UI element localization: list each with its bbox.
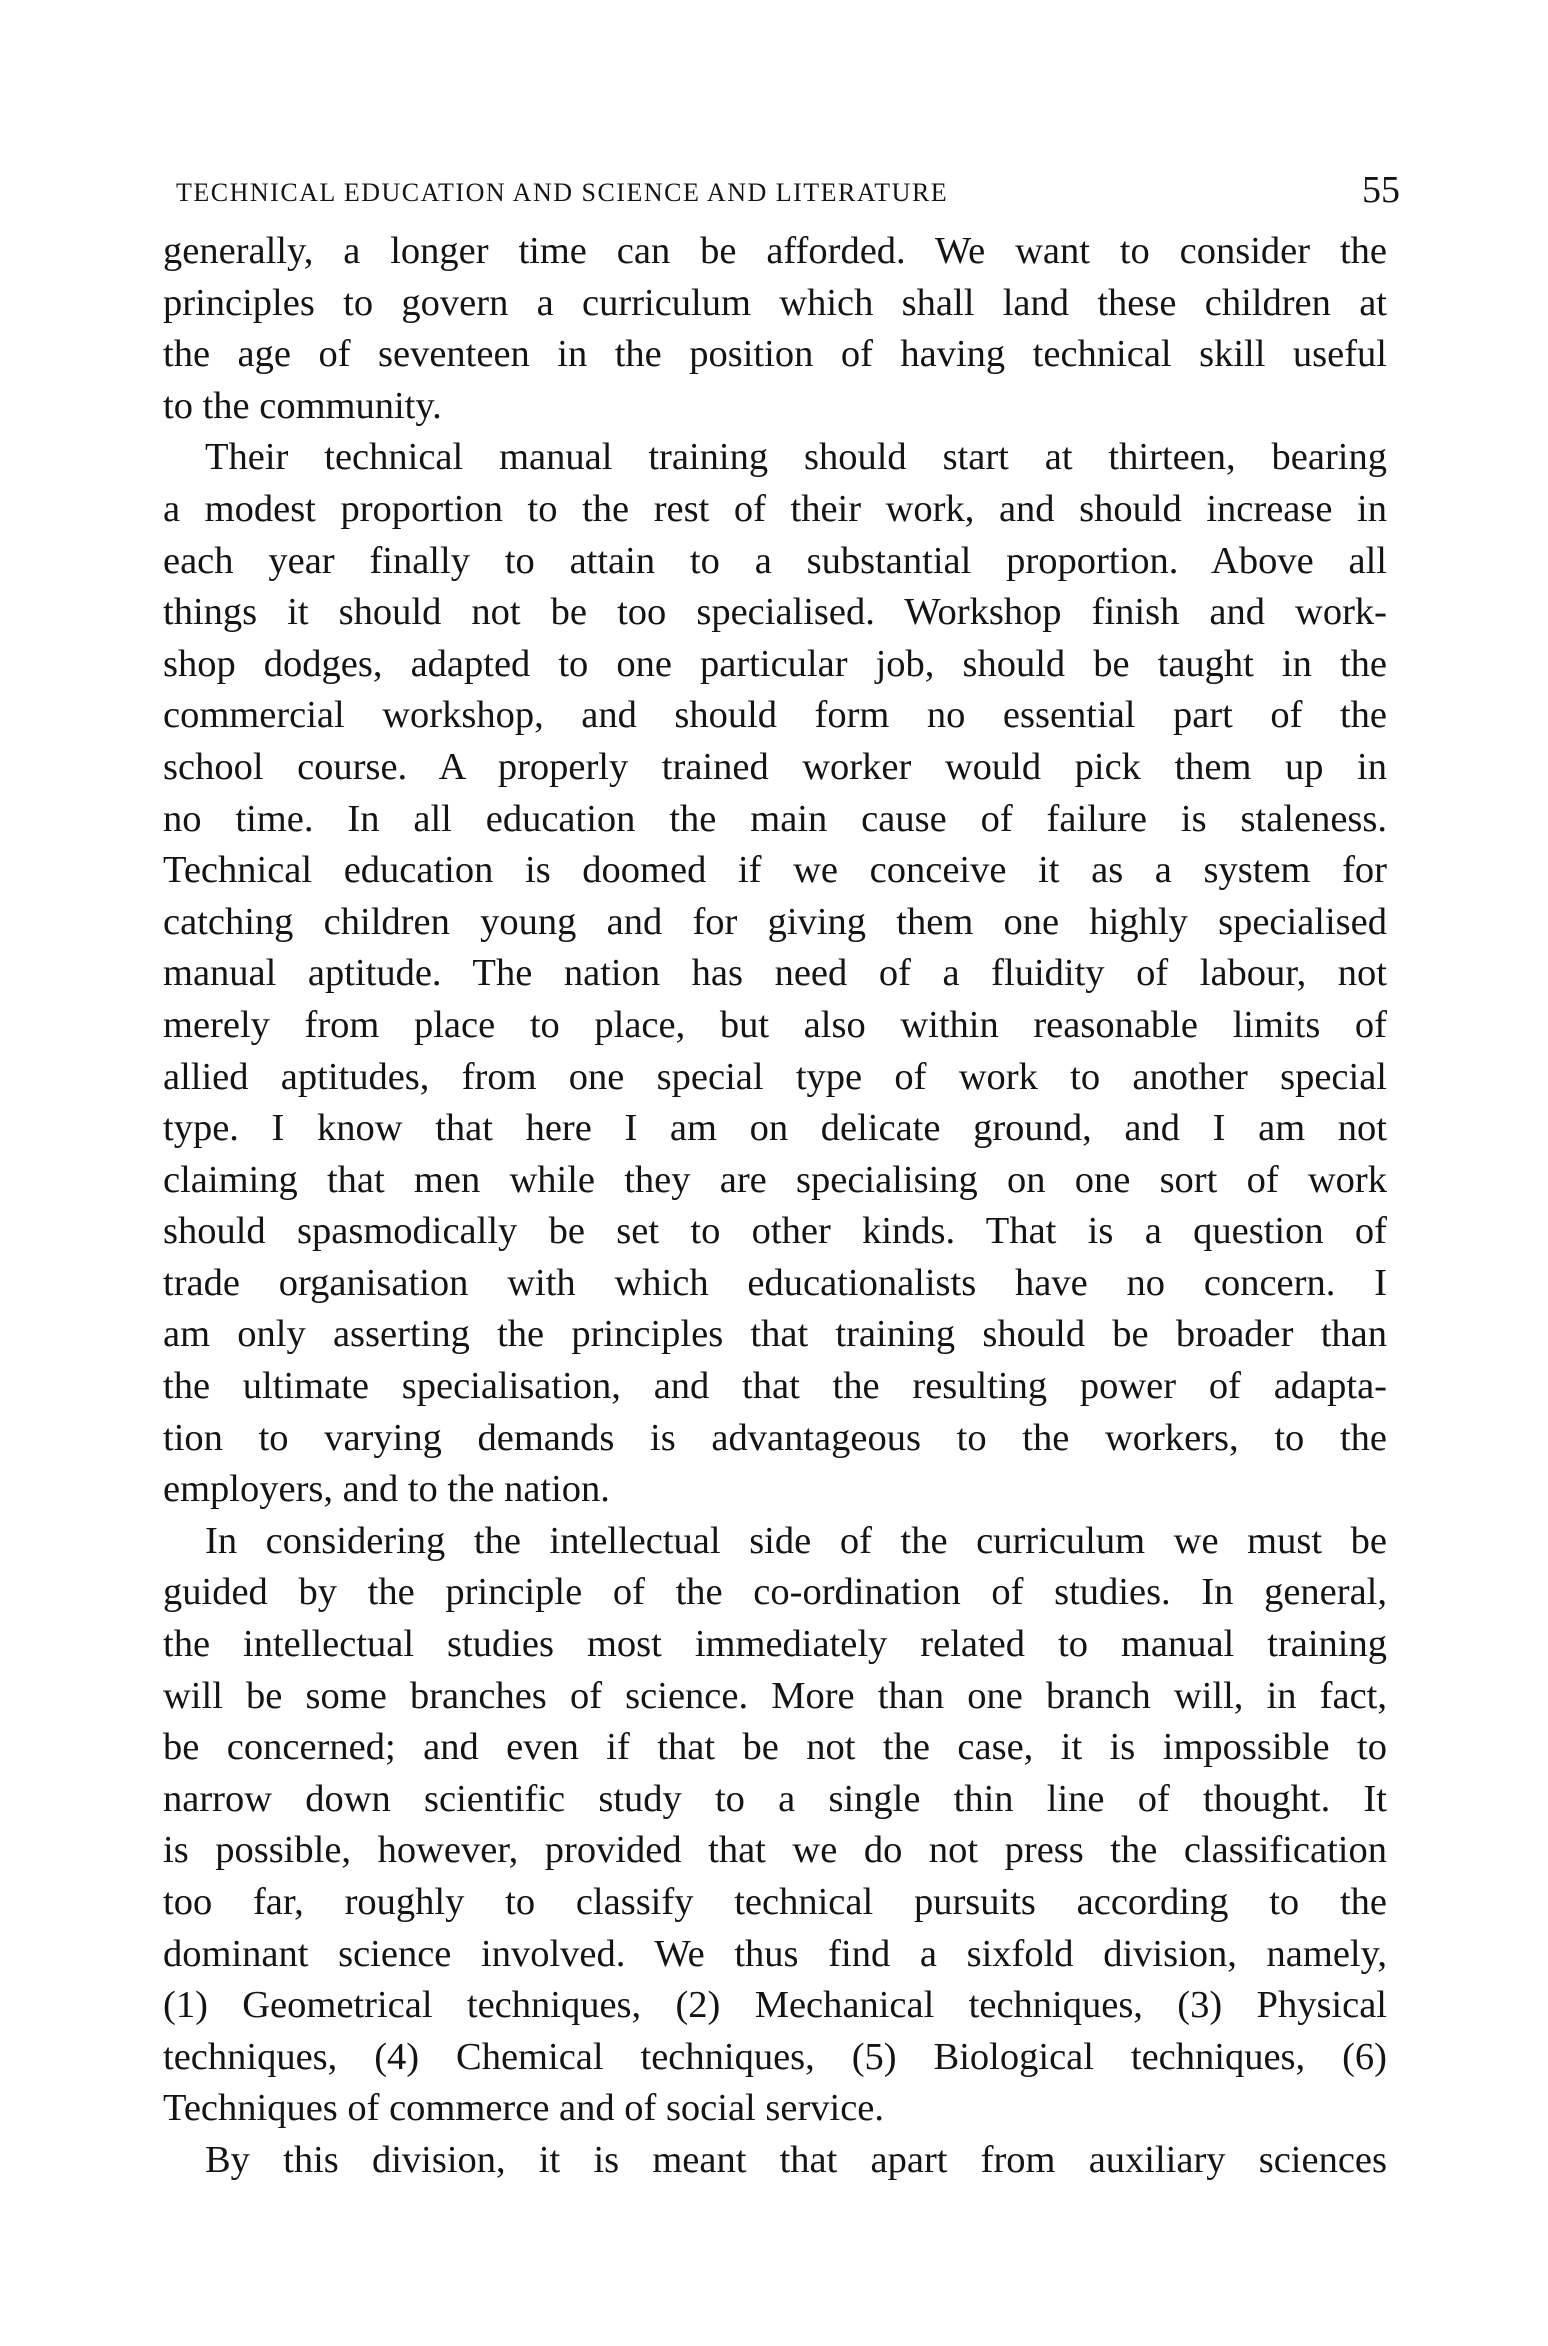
- text-line: dominant science involved. We thus find a sixfold division, namely,: [163, 1932, 1387, 1975]
- running-title: TECHNICAL EDUCATION AND SCIENCE AND LITERATURE: [176, 178, 949, 207]
- text-line: Techniques of commerce and of social service.: [163, 2087, 885, 2130]
- text-line: By this division, it is meant that apart from auxiliary sciences: [205, 2138, 1387, 2181]
- text-line: allied aptitudes, from one special type of work to another special: [163, 1055, 1387, 1098]
- text-line: techniques, (4) Chemical techniques, (5) Biological techniques, (6): [163, 2035, 1387, 2078]
- paragraph: [163, 432, 1387, 1515]
- text-line: too far, roughly to classify technical pursuits according to the: [163, 1881, 1387, 1923]
- text-line: merely from place to place, but also within reasonable limits of: [163, 1003, 1387, 1046]
- text-line: narrow down scientific study to a single thin line of thought. It: [163, 1777, 1387, 1820]
- text-line: catching children young and for giving them one highly specialised: [163, 900, 1387, 943]
- text-line: In considering the intellectual side of the curriculum we must be: [205, 1519, 1387, 1562]
- text-line: things it should not be too specialised. Workshop finish and work-: [163, 591, 1387, 634]
- text-line: no time. In all education the main cause of failure is staleness.: [163, 797, 1387, 840]
- text-line: principles to govern a curriculum which shall land these children at: [163, 281, 1387, 324]
- text-line: guided by the principle of the co-ordination of studies. In general,: [163, 1571, 1387, 1614]
- text-line: the intellectual studies most immediately related to manual training: [163, 1623, 1387, 1666]
- text-line: the ultimate specialisation, and that the resulting power of adapta-: [163, 1365, 1387, 1408]
- text-line: is possible, however, provided that we do not press the classification: [163, 1829, 1387, 1872]
- text-line: will be some branches of science. More than one branch will, in fact,: [163, 1674, 1387, 1717]
- text-line: Technical education is doomed if we conceive it as a system for: [163, 849, 1387, 892]
- text-line: (1) Geometrical techniques, (2) Mechanical techniques, (3) Physical: [163, 1984, 1387, 2027]
- text-line: school course. A properly trained worker would pick them up in: [163, 745, 1387, 788]
- text-line: each year finally to attain to a substantial proportion. Above all: [163, 539, 1387, 582]
- text-line: tion to varying demands is advantageous to the workers, to the: [163, 1416, 1387, 1459]
- text-line: am only asserting the principles that training should be broader than: [163, 1313, 1387, 1356]
- text-line: the age of seventeen in the position of having technical skill useful: [163, 333, 1387, 376]
- text-line: should spasmodically be set to other kinds. That is a question of: [163, 1210, 1387, 1253]
- text-line: to the community.: [163, 384, 442, 427]
- paragraph: [163, 2135, 1387, 2187]
- text-line: manual aptitude. The nation has need of a fluidity of labour, not: [163, 952, 1387, 995]
- text-line: claiming that men while they are specialising on one sort of work: [163, 1158, 1387, 1201]
- text-line: Their technical manual training should start at thirteen, bearing: [205, 436, 1387, 479]
- text-line: shop dodges, adapted to one particular job, should be taught in the: [163, 642, 1387, 685]
- text-line: type. I know that here I am on delicate ground, and I am not: [163, 1107, 1387, 1150]
- text-line: a modest proportion to the rest of their work, and should increase in: [163, 487, 1387, 530]
- text-line: trade organisation with which educationalists have no concern. I: [163, 1261, 1387, 1304]
- running-header: [176, 170, 1400, 216]
- body-text: [163, 226, 1387, 2187]
- text-line: be concerned; and even if that be not the case, it is impossible to: [163, 1726, 1387, 1769]
- text-line: commercial workshop, and should form no essential part of the: [163, 694, 1387, 737]
- paragraph: [163, 226, 1387, 432]
- text-line: generally, a longer time can be afforded. We want to consider the: [163, 230, 1387, 272]
- page-number: 55: [1362, 169, 1400, 211]
- text-line: employers, and to the nation.: [163, 1468, 610, 1511]
- paragraph: [163, 1516, 1387, 2135]
